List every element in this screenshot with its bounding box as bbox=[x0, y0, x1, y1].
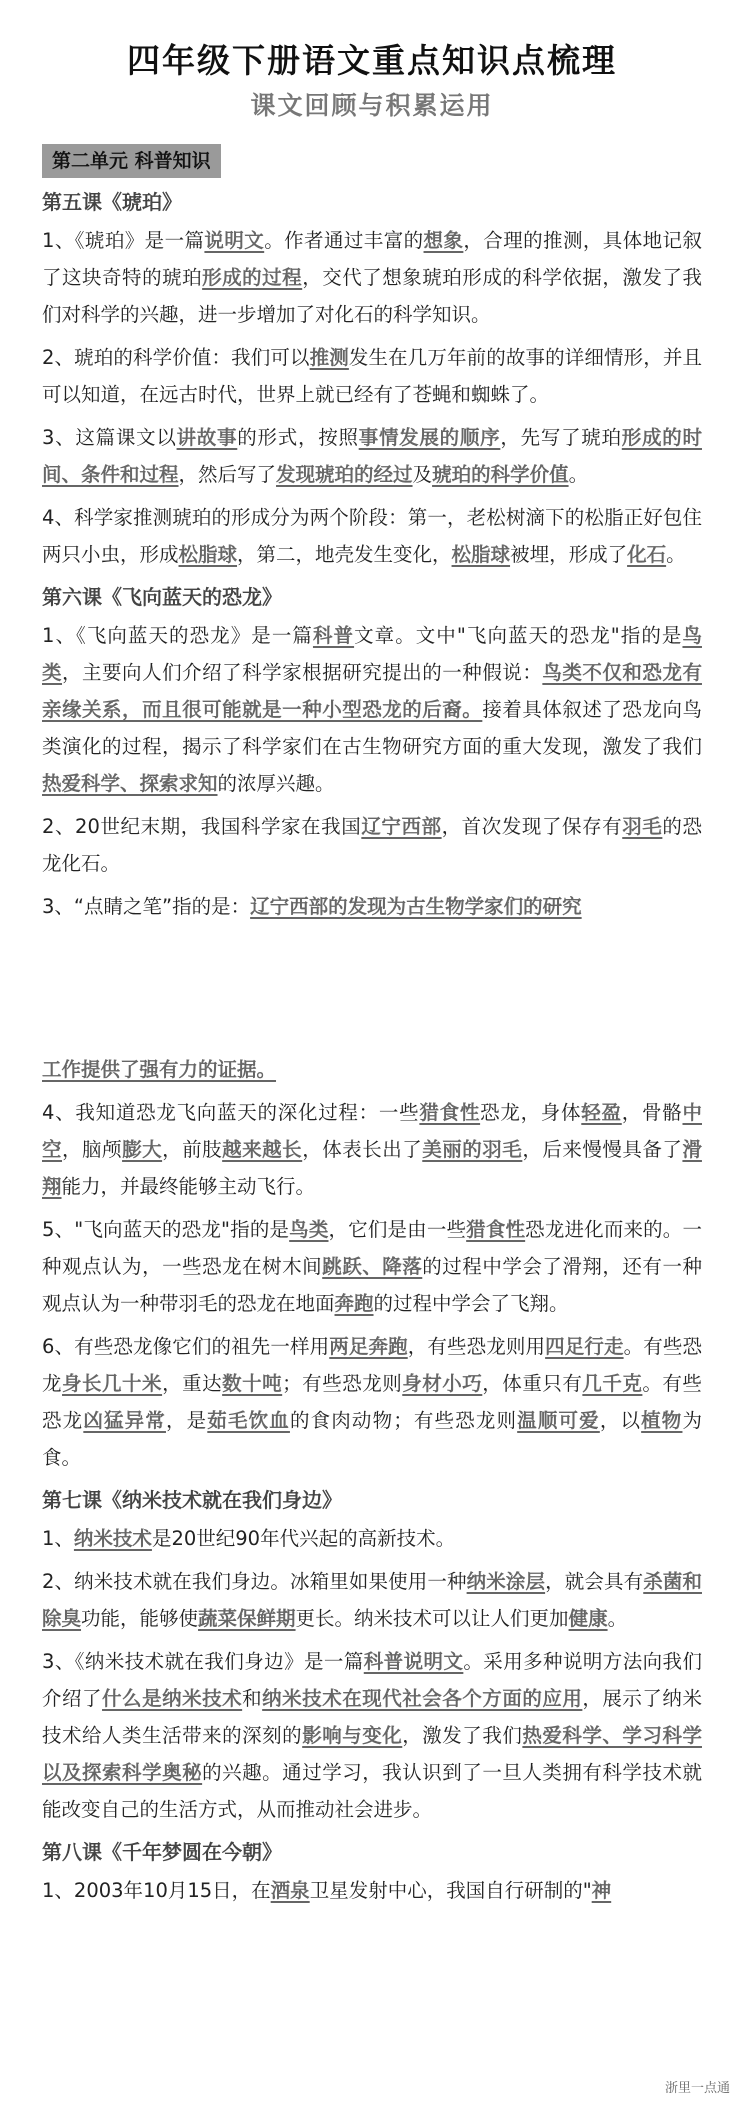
text-run: 能力，并最终能够主动飞行。 bbox=[61, 1175, 316, 1198]
text-run: 3、这篇课文以 bbox=[42, 426, 177, 449]
paragraph bbox=[42, 339, 702, 413]
text-run: ，是 bbox=[165, 1409, 208, 1432]
text-run: ，合理的推测，具体地记叙了这块奇特的琥珀 bbox=[42, 229, 702, 289]
key-term: 想象 bbox=[423, 229, 464, 252]
paragraph bbox=[42, 222, 702, 333]
key-term: 科普说明文 bbox=[363, 1650, 464, 1673]
key-term: 身长几十米 bbox=[62, 1372, 163, 1395]
key-term: 羽毛 bbox=[622, 815, 663, 838]
key-term: 两足奔跑 bbox=[329, 1335, 408, 1358]
lesson-heading: 第八课《千年梦圆在今朝》 bbox=[42, 1840, 282, 1864]
text-run: 的恐龙化石。 bbox=[42, 815, 702, 875]
text-run: 的浓厚兴趣。 bbox=[217, 772, 335, 795]
text-run: ，前肢 bbox=[162, 1138, 223, 1161]
key-term: 工作提供了强有力的证据。 bbox=[42, 1058, 277, 1081]
text-run: 2、纳米技术就在我们身边。冰箱里如果使用一种 bbox=[42, 1570, 467, 1593]
text-run: 2、20世纪末期，我国科学家在我国 bbox=[42, 815, 362, 838]
key-term: 猎食性 bbox=[466, 1218, 526, 1241]
key-term: 纳米技术在现代社会各个方面的应用 bbox=[262, 1687, 583, 1710]
paragraph bbox=[42, 1051, 702, 1088]
text-run: ，体重只有 bbox=[482, 1372, 583, 1395]
text-run: 。 bbox=[568, 463, 589, 486]
key-term: 膨大 bbox=[122, 1138, 163, 1161]
key-term: 热爱科学、学习科学以及探索科学奥秘 bbox=[42, 1724, 702, 1784]
text-run: 。 bbox=[666, 543, 686, 566]
key-term: 松脂球 bbox=[451, 543, 511, 566]
text-run: 被埋，形成了 bbox=[510, 543, 628, 566]
text-run: 。作者通过丰富的 bbox=[264, 229, 424, 252]
text-run: 。有些恐龙 bbox=[42, 1335, 702, 1395]
blank-gap bbox=[42, 931, 702, 1051]
key-term: 神 bbox=[591, 1879, 612, 1902]
lesson-heading: 第七课《纳米技术就在我们身边》 bbox=[42, 1488, 342, 1512]
key-term: 形成的时间、条件和过程 bbox=[42, 426, 702, 486]
key-term: 事情发展的顺序 bbox=[358, 426, 501, 449]
text-run: 和 bbox=[242, 1687, 263, 1710]
watermark: 浙里一点通 bbox=[664, 2081, 730, 2096]
key-term: 猎食性 bbox=[419, 1101, 481, 1124]
text-run: 2、琥珀的科学价值：我们可以 bbox=[42, 346, 310, 369]
text-run: ，重达 bbox=[162, 1372, 223, 1395]
text-run: 6、有些恐龙像它们的祖先一样用 bbox=[42, 1335, 330, 1358]
text-run: ，第二，地壳发生变化， bbox=[237, 543, 452, 566]
text-run: 及 bbox=[412, 463, 433, 486]
key-term: 轻盈 bbox=[581, 1101, 622, 1124]
key-term: 四足行走 bbox=[545, 1335, 624, 1358]
text-run: ，体表长出了 bbox=[302, 1138, 423, 1161]
key-term: 中空 bbox=[42, 1101, 702, 1161]
key-term: 奔跑 bbox=[334, 1292, 374, 1315]
key-term: 鸟类不仅和恐龙有亲缘关系，而且很可能就是一种小型恐龙的后裔。 bbox=[42, 661, 702, 721]
key-term: 身材小巧 bbox=[402, 1372, 483, 1395]
text-run: 是20世纪90年代兴起的高新技术。 bbox=[151, 1527, 456, 1550]
key-term: 发现琥珀的经过 bbox=[276, 463, 413, 486]
key-term: 数十吨 bbox=[222, 1372, 283, 1395]
text-run: 为食。 bbox=[42, 1409, 702, 1469]
text-run: 4、我知道恐龙飞向蓝天的深化过程：一些 bbox=[42, 1101, 420, 1124]
key-term: 茹毛饮血 bbox=[207, 1409, 290, 1432]
unit-badge: 第二单元 科普知识 bbox=[42, 144, 221, 178]
text-run: 1、2003年10月15日，在 bbox=[42, 1879, 271, 1902]
key-term: 讲故事 bbox=[176, 426, 238, 449]
key-term: 辽宁西部 bbox=[361, 815, 442, 838]
key-term: 纳米技术 bbox=[73, 1527, 152, 1550]
key-term: 杀菌和除臭 bbox=[42, 1570, 702, 1630]
text-run: 的形式，按照 bbox=[237, 426, 359, 449]
text-run: ，首次发现了保存有 bbox=[441, 815, 623, 838]
paragraph bbox=[42, 499, 702, 573]
text-run: ，先写了琥珀 bbox=[500, 426, 622, 449]
paragraph bbox=[42, 1328, 702, 1476]
text-run: ，主要向人们介绍了科学家根据研究提出的一种假说： bbox=[62, 661, 543, 684]
key-term: 化石 bbox=[627, 543, 667, 566]
lesson-heading: 第六课《飞向蓝天的恐龙》 bbox=[42, 585, 282, 609]
key-term: 越来越长 bbox=[222, 1138, 303, 1161]
key-term: 跳跃、降落 bbox=[322, 1255, 423, 1278]
text-run: 接着具体叙述了恐龙向鸟类演化的过程，揭示了科学家们在古生物研究方面的重大发现，激发了我们 bbox=[42, 698, 702, 758]
text-run: ，展示了纳米技术给人类生活带来的深刻的 bbox=[42, 1687, 702, 1747]
text-run: 的兴趣。通过学习，我认识到了一旦人类拥有科学技术就能改变自己的生活方式，从而推动社会进步。 bbox=[42, 1761, 702, 1821]
paragraph bbox=[42, 1094, 702, 1205]
key-term: 酒泉 bbox=[270, 1879, 310, 1902]
key-term: 植物 bbox=[641, 1409, 683, 1432]
text-run: ，然后写了 bbox=[178, 463, 277, 486]
paragraph bbox=[42, 1211, 702, 1322]
text-run: 恐龙，身体 bbox=[480, 1101, 582, 1124]
text-run: 4、科学家推测琥珀的形成分为两个阶段：第一，老松树滴下的松脂正好包住两只小虫，形成 bbox=[42, 506, 702, 566]
key-term: 美丽的羽毛 bbox=[422, 1138, 523, 1161]
key-term: 温顺可爱 bbox=[517, 1409, 600, 1432]
key-term: 辽宁西部的发现为古生物学家们的研究 bbox=[250, 895, 582, 918]
paragraph bbox=[42, 808, 702, 882]
paragraph bbox=[42, 888, 702, 925]
text-run: 发生在几万年前的故事的详细情形，并且可以知道，在远古时代，世界上就已经有了苍蝇和蜘蛛了。 bbox=[42, 346, 702, 406]
paragraph bbox=[42, 617, 702, 802]
text-run: 。 bbox=[607, 1607, 628, 1630]
page-title: 四年级下册语文重点知识点梳理 bbox=[127, 41, 617, 80]
text-run: ，就会具有 bbox=[545, 1570, 644, 1593]
key-term: 纳米涂层 bbox=[466, 1570, 546, 1593]
key-term: 几千克 bbox=[582, 1372, 643, 1395]
text-run: ；有些恐龙则 bbox=[282, 1372, 403, 1395]
text-run: ，骨骼 bbox=[621, 1101, 683, 1124]
paragraph bbox=[42, 1643, 702, 1828]
text-run: 功能，能够使 bbox=[81, 1607, 199, 1630]
key-term: 健康 bbox=[568, 1607, 608, 1630]
text-run: 5、"飞向蓝天的恐龙"指的是 bbox=[42, 1218, 290, 1241]
text-run: ，后来慢慢具备了 bbox=[522, 1138, 683, 1161]
key-term: 影响与变化 bbox=[302, 1724, 403, 1747]
text-run: ，有些恐龙则用 bbox=[407, 1335, 546, 1358]
text-run: 更长。纳米技术可以让人们更加 bbox=[295, 1607, 569, 1630]
key-term: 科普 bbox=[312, 624, 355, 647]
key-term: 说明文 bbox=[204, 229, 265, 252]
text-run: 文章。文中"飞向蓝天的恐龙"指的是 bbox=[354, 624, 683, 647]
key-term: 推测 bbox=[309, 346, 349, 369]
text-run: 3、“点睛之笔”指的是： bbox=[42, 895, 251, 918]
text-run: 的过程中学会了滑翔，还有一种观点认为一种带羽毛的恐龙在地面 bbox=[42, 1255, 702, 1315]
key-term: 琥珀的科学价值 bbox=[432, 463, 569, 486]
key-term: 鸟类 bbox=[42, 624, 702, 684]
text-run: ，激发了我们 bbox=[402, 1724, 523, 1747]
text-run: 1、《飞向蓝天的恐龙》是一篇 bbox=[42, 624, 313, 647]
paragraph bbox=[42, 1872, 702, 1909]
text-run: 3、《纳米技术就在我们身边》是一篇 bbox=[42, 1650, 364, 1673]
text-run: ，脑颅 bbox=[62, 1138, 123, 1161]
key-term: 热爱科学、探索求知 bbox=[42, 772, 218, 795]
key-term: 鸟类 bbox=[289, 1218, 329, 1241]
paragraph bbox=[42, 419, 702, 493]
text-run: 的过程中学会了飞翔。 bbox=[373, 1292, 569, 1315]
text-run: 。有些恐龙 bbox=[42, 1372, 702, 1432]
key-term: 形成的过程 bbox=[202, 266, 303, 289]
lesson-heading: 第五课《琥珀》 bbox=[42, 190, 182, 214]
key-term: 什么是纳米技术 bbox=[102, 1687, 243, 1710]
key-term: 松脂球 bbox=[178, 543, 238, 566]
key-term: 滑翔 bbox=[42, 1138, 702, 1198]
page-subtitle: 课文回顾与积累运用 bbox=[250, 91, 494, 120]
lesson-content bbox=[42, 186, 702, 1909]
text-run: 1、《琥珀》是一篇 bbox=[42, 229, 205, 252]
text-run: ，它们是由一些 bbox=[328, 1218, 467, 1241]
text-run: 恐龙进化而来的。一种观点认为，一些恐龙在树木间 bbox=[42, 1218, 702, 1278]
text-run: ，交代了想象琥珀形成的科学依据，激发了我们对科学的兴趣，进一步增加了对化石的科学知识。 bbox=[42, 266, 702, 326]
text-run: ，以 bbox=[599, 1409, 642, 1432]
paragraph bbox=[42, 1563, 702, 1637]
paragraph bbox=[42, 1520, 702, 1557]
text-run: 。采用多种说明方法向我们介绍了 bbox=[42, 1650, 702, 1710]
text-run: 的食肉动物；有些恐龙则 bbox=[289, 1409, 518, 1432]
key-term: 凶猛异常 bbox=[83, 1409, 166, 1432]
text-run: 1、 bbox=[42, 1527, 74, 1550]
text-run: 卫星发射中心，我国自行研制的" bbox=[309, 1879, 592, 1902]
key-term: 蔬菜保鲜期 bbox=[198, 1607, 296, 1630]
